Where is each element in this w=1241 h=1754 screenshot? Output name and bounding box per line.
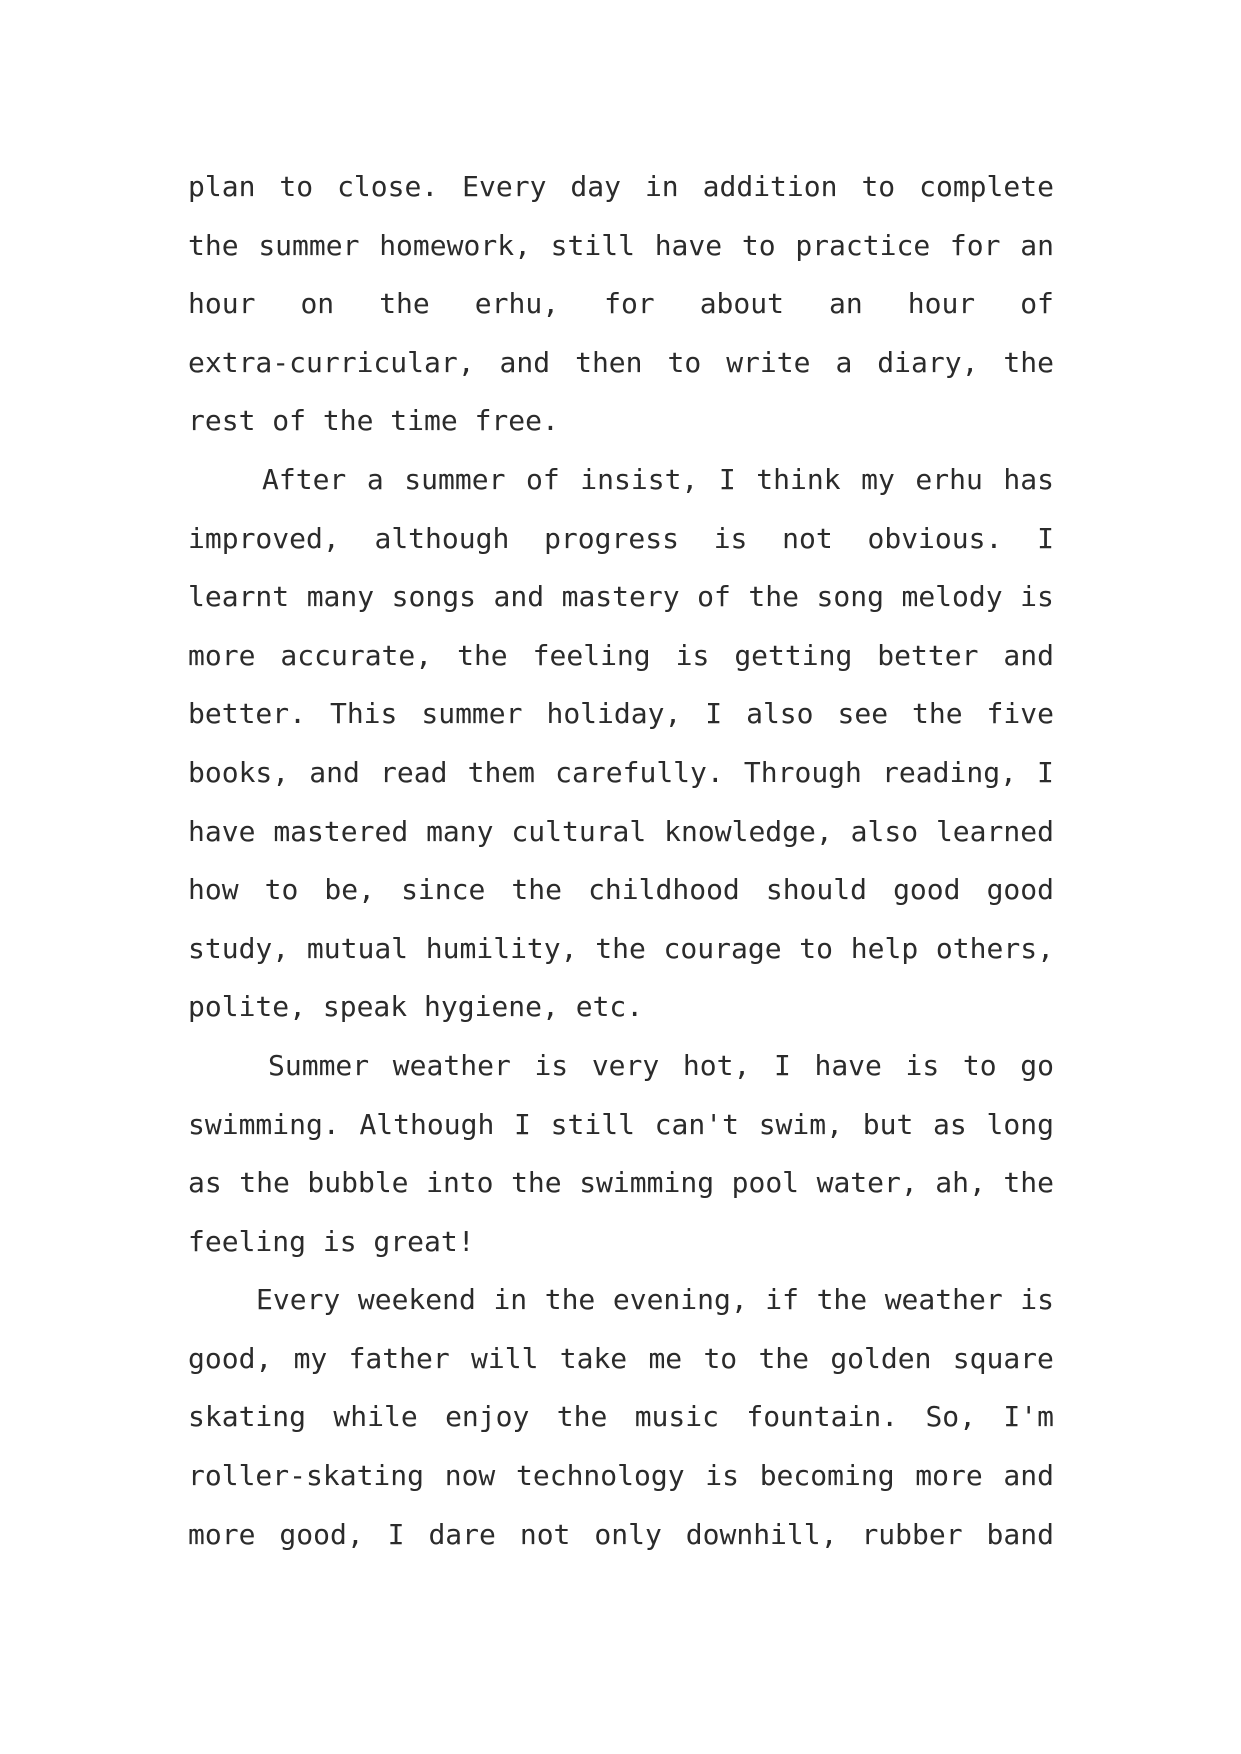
text-line: feeling is great! — [188, 1224, 475, 1258]
text-line: improved, although progress is not obvious. I — [188, 521, 1054, 555]
text-line: books, and read them carefully. Through reading, I — [188, 755, 1054, 789]
text-line: polite, speak hygiene, etc. — [188, 990, 644, 1024]
text-line: plan to close. Every day in addition to complete — [188, 170, 1054, 203]
text-line: have mastered many cultural knowledge, also learned — [188, 814, 1054, 848]
text-line: skating while enjoy the music fountain. So, I'm — [188, 1400, 1054, 1434]
text-line: study, mutual humility, the courage to help others, — [188, 931, 1054, 965]
text-line: roller-skating now technology is becoming more and — [188, 1459, 1054, 1493]
text-line: how to be, since the childhood should good good — [188, 873, 1054, 907]
text-line: extra-curricular, and then to write a diary, the — [188, 345, 1054, 379]
text-line: Every weekend in the evening, if the weather is — [256, 1283, 1054, 1317]
text-line: the summer homework, still have to practice for an — [188, 228, 1054, 262]
text-line: After a summer of insist, I think my erhu has — [262, 462, 1054, 496]
text-line: hour on the erhu, for about an hour of — [188, 287, 1054, 321]
text-line: more accurate, the feeling is getting better and — [188, 638, 1054, 672]
document-body — [188, 158, 1054, 1564]
text-line: more good, I dare not only downhill, rubber band — [188, 1517, 1054, 1551]
text-line: good, my father will take me to the golden square — [188, 1341, 1054, 1375]
text-line: learnt many songs and mastery of the song melody is — [188, 580, 1054, 614]
text-line: swimming. Although I still can't swim, but as long — [188, 1107, 1054, 1141]
text-line: better. This summer holiday, I also see the five — [188, 697, 1054, 731]
text-line: rest of the time free. — [188, 404, 559, 438]
text-line: Summer weather is very hot, I have is to go — [268, 1048, 1054, 1082]
text-line: as the bubble into the swimming pool water, ah, the — [188, 1166, 1054, 1200]
